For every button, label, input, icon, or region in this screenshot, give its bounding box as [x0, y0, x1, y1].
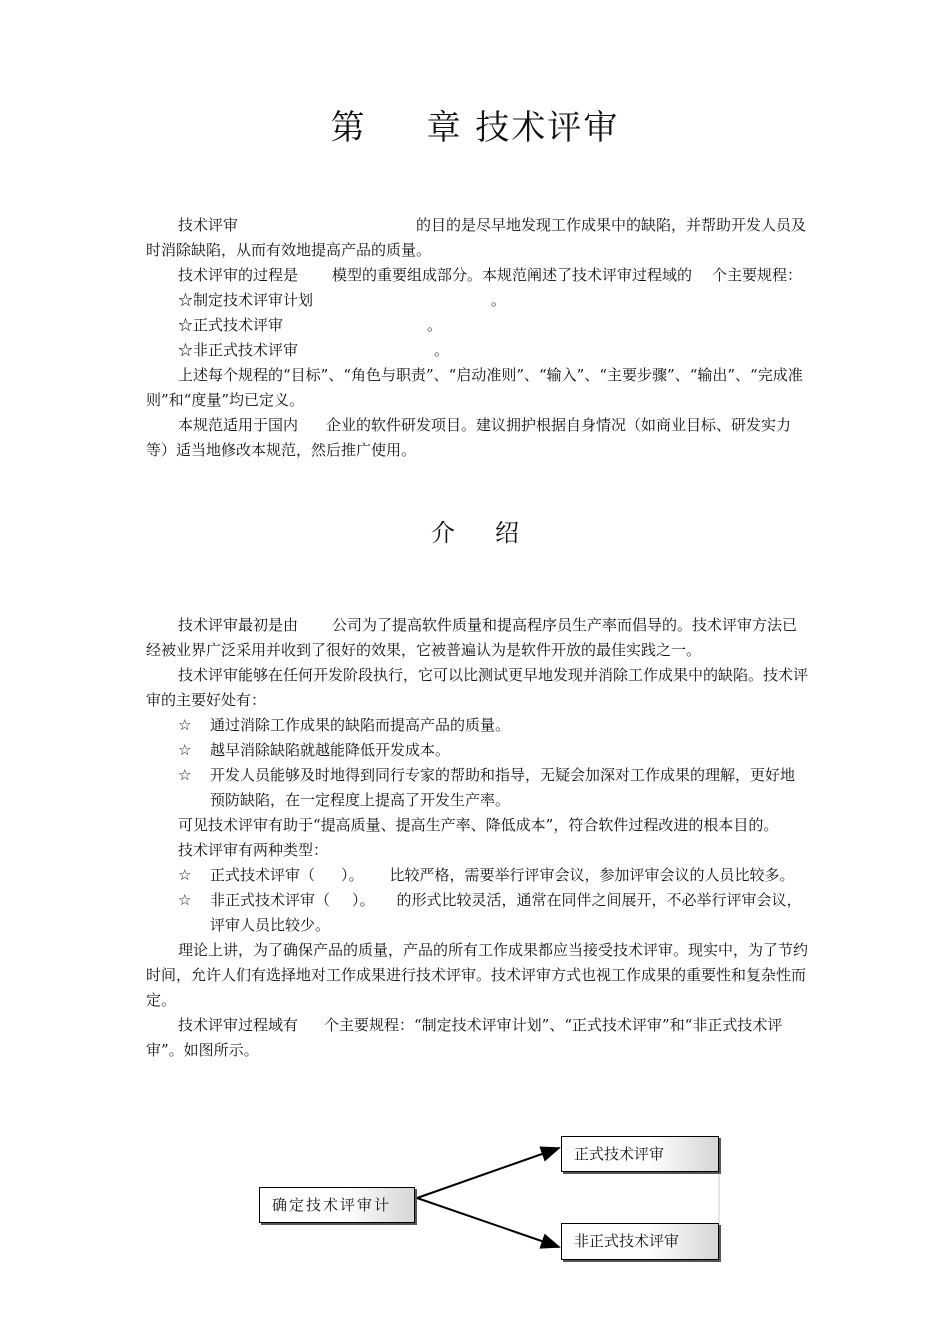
- intro-paragraph-1: 技术评审 的目的是尽早地发现工作成果中的缺陷，并帮助开发人员及时消除缺陷，从而有效地提高产品的质量。: [146, 216, 807, 259]
- star-icon: ☆: [178, 741, 192, 759]
- plan-box: [259, 1187, 415, 1223]
- intro-paragraph-4: 本规范适用于国内 企业的软件研发项目。建议拥护根据自身情况（如商业目标、研发实力等）适当地修改本规范，然后推广使用。: [146, 416, 792, 459]
- star-icon: ☆: [178, 866, 192, 884]
- intro-paragraph-3: 上述每个规程的“目标”、“角色与职责”、“启动准则”、“输入”、“主要步骤”、“输出”、“完成准则”和“度量”均已定义。: [146, 366, 803, 409]
- section-title: 介 绍: [431, 519, 519, 547]
- plan-box-label: 确定技术评审计: [272, 1196, 392, 1214]
- arrow-to-formal: [417, 1148, 559, 1198]
- chapter-title-text: 章 技术评审: [426, 108, 620, 148]
- type-item-informal: ☆ 非正式技术评审（ ）。 的形式比较灵活，通常在同伴之间展开，不必举行评审会议，评审人员比较少。: [146, 888, 808, 938]
- formal-review-box-label: 正式技术评审: [574, 1145, 665, 1163]
- chapter-title-prefix: 第: [330, 108, 367, 148]
- benefit-item-1: ☆ 通过消除工作成果的缺陷而提高产品的质量。: [146, 713, 808, 738]
- benefit-item-3: ☆ 开发人员能够及时地得到同行专家的帮助和指导，无疑会加深对工作成果的理解，更好地预防缺陷，在一定程度上提高了开发生产率。: [146, 763, 808, 813]
- main-paragraph-6: 技术评审过程域有 个主要规程：“制定技术评审计划”、“正式技术评审”和“非正式技术评审”。如图所示。: [146, 1016, 783, 1059]
- rule-item-formal: ☆正式技术评审 。: [178, 316, 443, 334]
- rule-item-plan: ☆制定技术评审计划 。: [178, 291, 507, 309]
- type-item-formal: ☆ 正式技术评审（ ）。 比较严格，需要举行评审会议，参加评审会议的人员比较多。: [146, 863, 808, 888]
- star-icon: ☆: [178, 766, 192, 784]
- star-icon: ☆: [178, 891, 192, 909]
- main-paragraph-3: 可见技术评审有助于“提高质量、提高生产率、降低成本”，符合软件过程改进的根本目的。: [178, 816, 779, 834]
- formal-review-box: [561, 1136, 719, 1172]
- intro-paragraph-2: 技术评审的过程是 模型的重要组成部分。本规范阐述了技术评审过程域的 个主要规程：: [178, 266, 803, 284]
- star-icon: ☆: [178, 716, 192, 734]
- informal-review-box-label: 非正式技术评审: [574, 1232, 680, 1250]
- arrow-to-informal: [417, 1198, 559, 1247]
- informal-review-box: [561, 1223, 719, 1260]
- main-paragraph-1: 技术评审最初是由 公司为了提高软件质量和提高程序员生产率而倡导的。技术评审方法已经被业界广泛采用并收到了很好的效果，它被普遍认为是软件开放的最佳实践之一。: [146, 616, 798, 659]
- main-paragraph-5: 理论上讲，为了确保产品的质量，产品的所有工作成果都应当接受技术评审。现实中，为了节约时间，允许人们有选择地对工作成果进行技术评审。技术评审方式也视工作成果的重要性和复杂性而定。: [146, 941, 809, 1009]
- main-paragraph-4: 技术评审有两种类型：: [178, 841, 329, 859]
- main-paragraph-2: 技术评审能够在任何开发阶段执行，它可以比测试更早地发现并消除工作成果中的缺陷。技术评审的主要好处有：: [146, 666, 809, 709]
- benefit-item-2: ☆ 越早消除缺陷就越能降低开发成本。: [146, 738, 808, 763]
- rule-item-informal: ☆非正式技术评审 。: [178, 341, 450, 359]
